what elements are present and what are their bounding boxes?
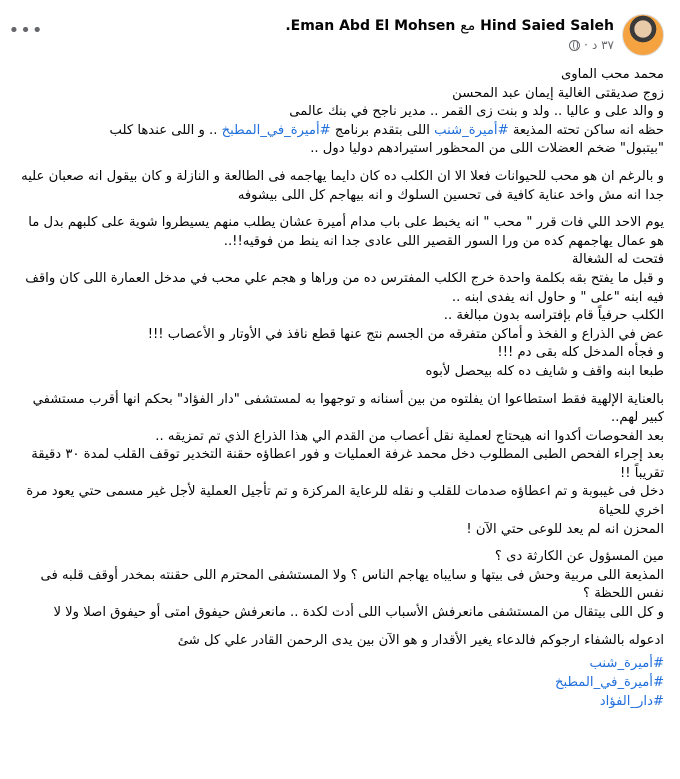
post-paragraph: و بالرغم ان هو محب للحيوانات فعلا الا ان الكلب ده كان دايما يهاجمه فى الطالعة و النازلة و كان بيقول انه صعبان عليه جدا انه مش واخد عناية كافية فى تحسين السلوك و انه بيهاجم كل اللى بيشوفه — [21, 168, 664, 203]
post-line: بعد الفحوصات أكدوا انه هيحتاج لعملية نقل أعصاب من القدم الي هذا الذراع الذي تم تمزيقه .. — [155, 428, 664, 444]
post-paragraph: و قبل ما يفتح بقه بكلمة واحدة خرج الكلب المفترس ده من وراها و هجم علي محب في مدخل العمارة اللى كان واقف فيه ابنه "على " و حاول انه يفدى ابنه .. — [25, 270, 664, 305]
hashtag-link[interactable]: #أميرة_في_المطبخ — [554, 675, 664, 691]
post-paragraph: دخل فى غيبوبة و تم اعطاؤه صدمات للقلب و نقله للرعاية المركزة و تم تأجيل العملية لأجل غير مسمى حتي يعود مرة اخري للحياة — [26, 484, 664, 519]
post-line: و والد على و عاليا .. ولد و بنت زى القمر .. مدير ناجح في بنك عالمى — [289, 104, 664, 120]
post-line: عض في الذراع و الفخذ و أماكن متفرقه من الجسم نتج عنها قطع نافذ في الأوتار و الأعصاب !!! — [147, 326, 664, 342]
post-line: ادعوله بالشفاء ارجوكم فالدعاء يغير الأقدار و هو الآن بين يدى الرحمن القادر علي كل شئ — [177, 632, 664, 648]
title-period: . — [285, 18, 291, 34]
post-paragraph: و كل اللى بيتقال من المستشفى مانعرفش الأسباب اللى أدت لكدة .. مانعرفش حيفوق امتى أو حيفوق اصلا ولا لا — [53, 605, 664, 621]
more-horizontal-icon: ••• — [8, 19, 44, 41]
post-time[interactable]: ٣٧ د — [591, 38, 614, 52]
post-line — [16, 122, 664, 141]
author-link[interactable]: Hind Saied Saleh — [480, 18, 614, 34]
hashtag-link[interactable]: #دار_الفؤاد — [599, 694, 664, 710]
globe-icon[interactable] — [569, 40, 580, 51]
post-line: محمد محب الماوى — [560, 67, 664, 82]
post-line: "بيتبول" ضخم العضلات اللى من المحظور استيرادهم دوليا دول .. — [310, 141, 664, 157]
text-segment: .. و اللى عندها كلب — [109, 122, 222, 138]
post-line: طبعا ابنه واقف و شايف ده كله بيحصل لأبوه — [425, 363, 664, 379]
post-line: و فجأه المدخل كله بقى دم !!! — [497, 345, 664, 361]
tagged-user-link[interactable]: Eman Abd El Mohsen — [290, 18, 456, 34]
post-line: فتحت له الشغالة — [571, 252, 664, 268]
post-paragraph: يوم الاحد اللي فات قرر " محب " انه يخبط على باب مدام أميرة عشان يطلب منهم يسيطروا شوية على كلبهم بدل ما هو عمال يهاجمهم كده من ورا السور القصير اللى عادى جدا انه ينط من فوقيه!!.. — [28, 215, 664, 249]
post-title-line — [285, 17, 614, 35]
avatar[interactable] — [622, 14, 664, 56]
hashtag-list — [16, 654, 664, 711]
hashtag-link[interactable]: #أميرة_شنب — [589, 656, 664, 672]
post-paragraph: بالعناية الإلهية فقط استطاعوا ان يفلتوه من بين أسنانه و توجهوا به لمستشفى "دار الفؤاد" بحكم انها أقرب مستشفي كبير لهم.. — [32, 391, 664, 426]
with-word: مع — [460, 18, 476, 34]
hashtag-link[interactable]: #أميرة_في_المطبخ — [221, 122, 331, 138]
post-body — [16, 66, 664, 711]
text-segment: اللى بتقدم برنامج — [330, 122, 435, 138]
hashtag-link[interactable]: #أميرة_شنب — [434, 122, 509, 138]
meta-separator: · — [584, 38, 588, 52]
post-line: زوج صديقتى الغالية إيمان عبد المحسن — [452, 85, 664, 101]
post-line: مين المسؤول عن الكارثة دى ؟ — [494, 549, 664, 565]
post-author-info — [285, 17, 614, 53]
more-options-button[interactable] — [8, 19, 44, 41]
post-line: الكلب حرفياً قام بإفتراسه بدون مبالغة .. — [443, 308, 664, 324]
post-paragraph: المذيعة اللى مربية وحش فى بيتها و سايباه يهاجم الناس ؟ ولا المستشفى المحترم اللى حقنته بمخدر أوقف قلبه فى نفس اللحظة ؟ — [40, 567, 664, 602]
post-line: المحزن انه لم يعد للوعى حتي الآن ! — [466, 521, 664, 537]
post-header — [285, 12, 664, 58]
post-paragraph: بعد إجراء الفحص الطبى المطلوب دخل محمد غرفة العمليات و فور اعطاؤه حقنة التخدير توقف القلب لمدة ٣٠ دقيقة تقريباً !! — [31, 447, 664, 481]
text-segment: حظه انه ساكن تحته المذيعة — [508, 122, 664, 138]
post-meta — [285, 37, 614, 53]
